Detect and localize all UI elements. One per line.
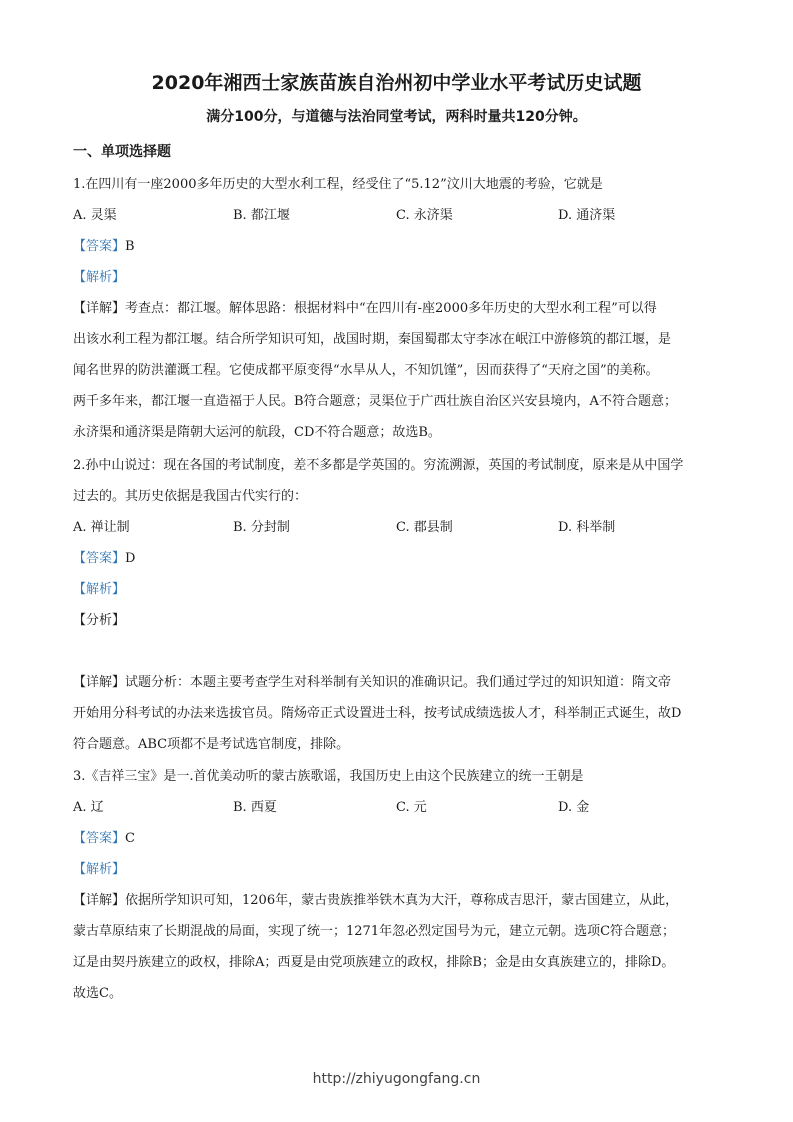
question-2-stem: 2.孙中山说过：现在各国的考试制度，差不多都是学英国的。穷流溯源，英国的考试制度，原来是从中国学 bbox=[73, 458, 684, 473]
q3-detail-line: 【详解】依据所学知识可知，1206年，蒙古贵族推举铁木真为大汗，尊称成吉思汗，蒙古国建立，从此， bbox=[73, 893, 679, 908]
q1-detail-line: 永济渠和通济渠是隋朝大运河的航段，CD不符合题意；故选B。 bbox=[73, 425, 441, 440]
q1-option-a: A. 灵渠 bbox=[73, 208, 117, 223]
q1-answer bbox=[73, 235, 135, 254]
q2-option-a: A. 禅让制 bbox=[73, 520, 130, 535]
answer-label: 【答案】 bbox=[73, 551, 126, 566]
answer-value: D bbox=[125, 551, 136, 566]
q3-option-a: A. 辽 bbox=[73, 800, 104, 815]
answer-label: 【答案】 bbox=[73, 239, 126, 254]
q2-option-c: C. 郡县制 bbox=[396, 520, 453, 535]
question-3-stem: 3.《吉祥三宝》是一.首优美动听的蒙古族歌谣，我国历史上由这个民族建立的统一王朝是 bbox=[73, 769, 584, 784]
answer-value: C bbox=[125, 831, 135, 846]
q2-detail-line: 开始用分科考试的办法来选拔官员。隋炀帝正式设置进士科，按考试成绩选拔人才，科举制正式诞生，故D bbox=[73, 706, 682, 721]
q2-extra-label: 【分析】 bbox=[73, 613, 126, 628]
q2-detail-line: 【详解】试题分析：本题主要考查学生对科举制有关知识的准确识记。我们通过学过的知识知道：隋文帝 bbox=[73, 675, 672, 690]
q2-option-b: B. 分封制 bbox=[233, 520, 290, 535]
footer-url: http://zhiyugongfang.cn bbox=[312, 1071, 481, 1087]
q1-analysis-label: 【解析】 bbox=[73, 270, 126, 285]
q2-detail-line: 符合题意。ABC项都不是考试选官制度，排除。 bbox=[73, 737, 350, 752]
q2-analysis-label: 【解析】 bbox=[73, 582, 126, 597]
question-1-stem: 1.在四川有一座2000多年历史的大型水利工程，经受住了“5.12”汶川大地震的考验，它就是 bbox=[73, 177, 603, 192]
q3-detail-line: 辽是由契丹族建立的政权，排除A；西夏是由党项族建立的政权，排除B；金是由女真族建立的，排除D。 bbox=[73, 955, 675, 970]
q2-option-d: D. 科举制 bbox=[558, 520, 616, 535]
q3-analysis-label: 【解析】 bbox=[73, 862, 126, 877]
q1-option-b: B. 都江堰 bbox=[233, 208, 290, 223]
exam-title: 2020年湘西士家族苗族自治州初中学业水平考试历史试题 bbox=[151, 72, 642, 94]
q1-detail-line: 【详解】考查点：都江堰。解体思路：根据材料中“在四川有-座2000多年历史的大型水利工程”可以得 bbox=[73, 301, 657, 316]
question-2-stem: 过去的。其历史依据是我国古代实行的： bbox=[73, 489, 308, 504]
q1-option-d: D. 通济渠 bbox=[558, 208, 616, 223]
exam-subtitle: 满分100分，与道德与法治同堂考试，两科时量共120分钟。 bbox=[206, 109, 587, 125]
q3-answer bbox=[73, 827, 135, 846]
q2-answer bbox=[73, 547, 135, 566]
q3-option-c: C. 元 bbox=[396, 800, 427, 815]
answer-value: B bbox=[125, 239, 135, 254]
answer-label: 【答案】 bbox=[73, 831, 126, 846]
section-heading: 一、单项选择题 bbox=[73, 144, 171, 160]
q3-detail-line: 故选C。 bbox=[73, 986, 122, 1001]
q3-detail-line: 蒙古草原结束了长期混战的局面，实现了统一；1271年忽必烈定国号为元，建立元朝。选项C符合题意； bbox=[73, 924, 676, 939]
q3-option-d: D. 金 bbox=[558, 800, 590, 815]
q1-detail-line: 闻名世界的防洪灌溉工程。它使成都平原变得“水旱从人，不知饥馑”，因而获得了“天府之国”的美称。 bbox=[73, 363, 659, 378]
q1-detail-line: 两千多年来，都江堰一直造福于人民。B符合题意；灵渠位于广西壮族自治区兴安县境内，A不符合题意； bbox=[73, 394, 677, 409]
q1-option-c: C. 永济渠 bbox=[396, 208, 453, 223]
q1-detail-line: 出该水利工程为都江堰。结合所学知识可知，战国时期，秦国蜀郡太守李冰在岷江中游修筑的都江堰，是 bbox=[73, 332, 672, 347]
q3-option-b: B. 西夏 bbox=[233, 800, 277, 815]
